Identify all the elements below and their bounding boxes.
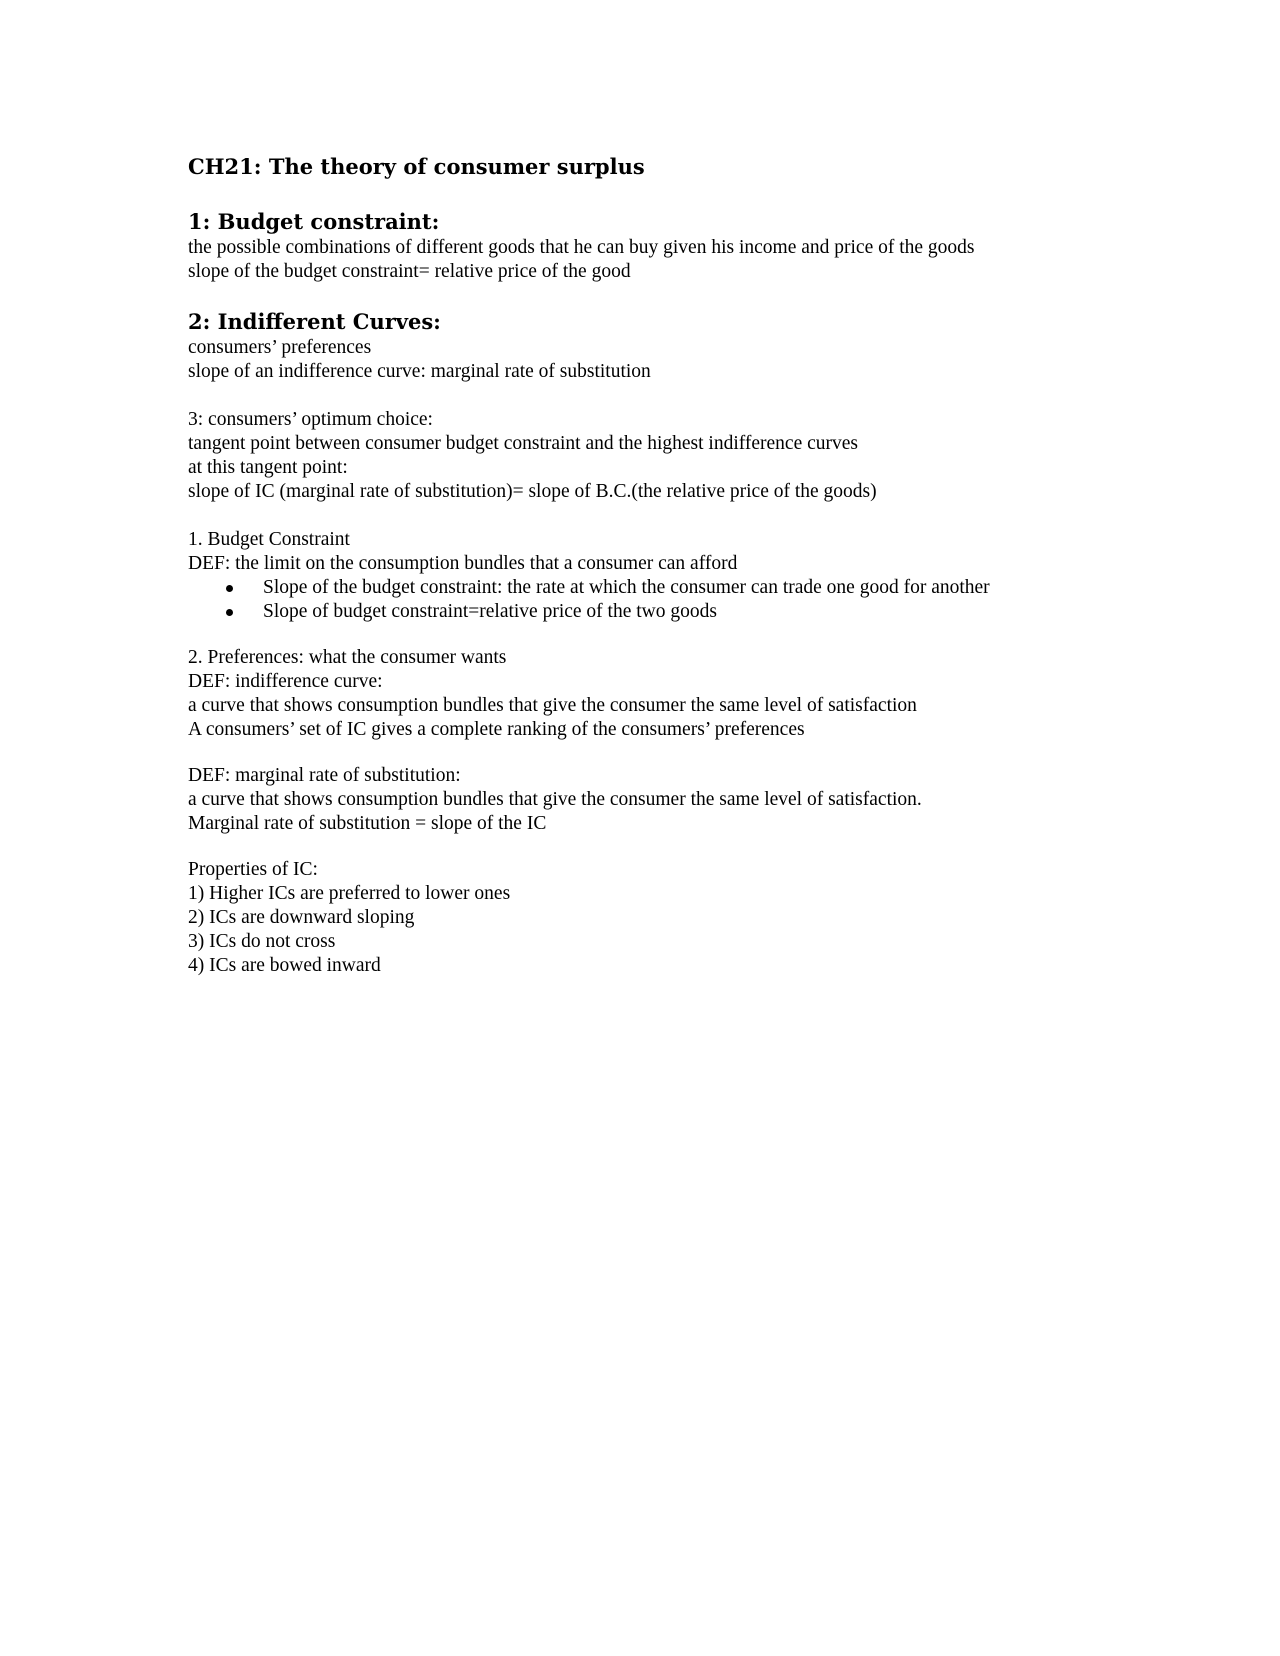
text-line: DEF: indifference curve: <box>188 671 383 692</box>
spacer <box>188 384 1088 408</box>
text-line: a curve that shows consumption bundles that give the consumer the same level of satisfaction <box>188 695 917 716</box>
section-optimum-choice-summary <box>188 408 1088 504</box>
list-item <box>188 600 1088 624</box>
text-line: 3) ICs do not cross <box>188 931 336 952</box>
section-budget-constraint-summary <box>188 208 1088 284</box>
text-line: Marginal rate of substitution = slope of the IC <box>188 813 547 834</box>
list-item-text: Slope of budget constraint=relative price of the two goods <box>263 601 717 622</box>
text-line: 4) ICs are bowed inward <box>188 955 381 976</box>
text-line: tangent point between consumer budget constraint and the highest indifference curves <box>188 433 859 454</box>
text-line: a curve that shows consumption bundles that give the consumer the same level of satisfaction. <box>188 789 922 810</box>
text-line: slope of the budget constraint= relative price of the good <box>188 261 631 282</box>
text-line: 1) Higher ICs are preferred to lower ones <box>188 883 511 904</box>
section-mrs-detail <box>188 764 1088 836</box>
text-line: slope of an indifference curve: marginal rate of substitution <box>188 361 651 382</box>
spacer <box>188 284 1088 308</box>
section-budget-constraint-detail <box>188 528 1088 624</box>
text-line: A consumers’ set of IC gives a complete ranking of the consumers’ preferences <box>188 719 805 740</box>
text-line: Properties of IC: <box>188 859 318 880</box>
section-heading: 1: Budget constraint: <box>188 209 440 234</box>
text-line: 2) ICs are downward sloping <box>188 907 415 928</box>
section-heading: 2: Indifferent Curves: <box>188 309 441 334</box>
document-title: CH21: The theory of consumer surplus <box>188 154 645 179</box>
text-line: DEF: the limit on the consumption bundles that a consumer can afford <box>188 553 738 574</box>
spacer <box>188 836 1088 858</box>
text-line: 1. Budget Constraint <box>188 529 350 550</box>
spacer <box>188 504 1088 528</box>
spacer <box>188 624 1088 646</box>
section-ic-properties <box>188 858 1088 978</box>
text-line: consumers’ preferences <box>188 337 372 358</box>
text-line: DEF: marginal rate of substitution: <box>188 765 461 786</box>
text-line: slope of IC (marginal rate of substitution)= slope of B.C.(the relative price of the goods) <box>188 481 877 502</box>
bullet-list <box>188 576 1088 624</box>
bullet-icon <box>226 609 233 616</box>
text-line: at this tangent point: <box>188 457 348 478</box>
section-indifferent-curves-summary <box>188 308 1088 384</box>
text-line: 3: consumers’ optimum choice: <box>188 409 433 430</box>
list-item <box>188 576 1088 600</box>
document-page <box>188 150 1088 978</box>
spacer <box>188 742 1088 764</box>
bullet-icon <box>226 585 233 592</box>
text-line: 2. Preferences: what the consumer wants <box>188 647 507 668</box>
text-line: the possible combinations of different goods that he can buy given his income and price of the goods <box>188 237 975 258</box>
list-item-text: Slope of the budget constraint: the rate at which the consumer can trade one good for another <box>263 577 990 598</box>
section-preferences-detail <box>188 646 1088 742</box>
